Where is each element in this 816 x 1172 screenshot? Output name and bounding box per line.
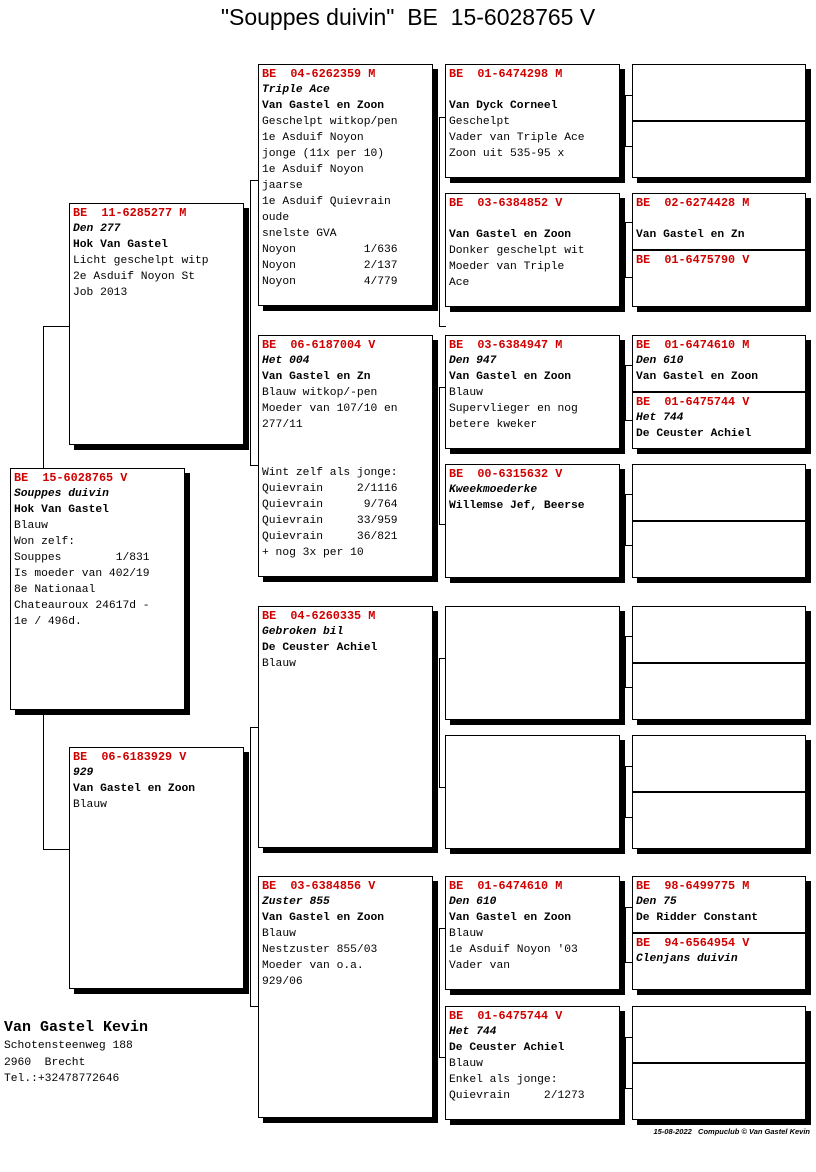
pigeon-name: Het 744 — [636, 412, 684, 424]
ring-number: BE 04-6262359 M — [262, 67, 376, 81]
owner-block — [4, 1018, 148, 1088]
ring-number: BE 04-6260335 M — [262, 609, 376, 623]
info-line: Quievrain 9/764 — [262, 499, 398, 511]
ring-number: BE 06-6187004 V — [262, 338, 376, 352]
pigeon-card-empty — [632, 521, 806, 578]
owner-name: Van Gastel Kevin — [4, 1019, 149, 1036]
pigeon-card-empty — [632, 464, 806, 521]
info-line: Blauw — [73, 799, 107, 811]
pigeon-name: Den 610 — [636, 355, 684, 367]
pigeon-card-fmm — [445, 464, 620, 578]
info-line: Is moeder van 402/19 — [14, 568, 150, 580]
info-line: Geschelpt witkop/pen — [262, 116, 398, 128]
breeder: Van Gastel en Zoon — [636, 371, 759, 383]
breeder: Hok Van Gastel — [73, 239, 168, 251]
pigeon-card-ffmf — [632, 193, 806, 250]
info-line: Blauw — [449, 387, 483, 399]
info-line: Souppes 1/831 — [14, 552, 150, 564]
pigeon-card-mmff — [632, 876, 806, 933]
info-line: Moeder van o.a. — [262, 960, 364, 972]
info-line: Licht geschelpt witp — [73, 255, 209, 267]
info-line: 2e Asduif Noyon St — [73, 271, 196, 283]
pigeon-name: Clenjans duivin — [636, 953, 738, 965]
pigeon-card-mm — [258, 876, 433, 1118]
pigeon-card-mmm — [445, 1006, 620, 1120]
info-line: jaarse — [262, 180, 303, 192]
breeder: Van Gastel en Zoon — [449, 229, 572, 241]
spacer — [262, 449, 429, 465]
info-line: Moeder van Triple — [449, 261, 565, 273]
ring-number: BE 01-6475790 V — [636, 253, 750, 267]
ring-number: BE 01-6475744 V — [636, 395, 750, 409]
info-line: 277/11 — [262, 419, 303, 431]
pigeon-name: Kweekmoederke — [449, 484, 538, 496]
info-line: Quievrain 33/959 — [262, 515, 398, 527]
info-line: Blauw — [449, 928, 483, 940]
pigeon-card-empty — [445, 606, 620, 720]
info-line: Quievrain 2/1116 — [262, 483, 398, 495]
breeder: De Ceuster Achiel — [262, 642, 378, 654]
pigeon-card-empty — [632, 606, 806, 663]
ring-number: BE 01-6475744 V — [449, 1009, 563, 1023]
breeder: Van Gastel en Zoon — [73, 783, 196, 795]
info-line: Moeder van 107/10 en — [262, 403, 398, 415]
breeder: Willemse Jef, Beerse — [449, 500, 585, 512]
pigeon-name: Den 75 — [636, 896, 677, 908]
pigeon-card-mmf — [445, 876, 620, 990]
ring-number: BE 98-6499775 M — [636, 879, 750, 893]
pigeon-card-empty — [632, 735, 806, 792]
info-line: Geschelpt — [449, 116, 511, 128]
info-line: Quievrain 2/1273 — [449, 1090, 585, 1102]
info-line: oude — [262, 212, 290, 224]
breeder: Van Gastel en Zoon — [449, 912, 572, 924]
pigeon-card-mf — [258, 606, 433, 848]
ring-number: BE 11-6285277 M — [73, 206, 187, 220]
info-line: Chateauroux 24617d - — [14, 600, 150, 612]
pigeon-name: Zuster 855 — [262, 896, 330, 908]
pigeon-card-empty — [632, 792, 806, 849]
info-line: 1e Asduif Noyon — [262, 132, 364, 144]
spacer — [262, 433, 429, 449]
spacer — [636, 211, 802, 227]
spacer — [449, 82, 616, 98]
info-line: betere kweker — [449, 419, 538, 431]
info-line: Blauw — [449, 1058, 483, 1070]
info-line: Vader van Triple Ace — [449, 132, 585, 144]
page-title: "Souppes duivin" BE 15-6028765 V — [220, 4, 596, 30]
breeder: De Ceuster Achiel — [636, 428, 752, 440]
pigeon-card-empty — [445, 735, 620, 849]
info-line: snelste GVA — [262, 228, 337, 240]
pigeon-name: Den 277 — [73, 223, 121, 235]
ring-number: BE 15-6028765 V — [14, 471, 128, 485]
breeder: Van Gastel en Zn — [262, 371, 371, 383]
info-line: Blauw — [14, 520, 48, 532]
pigeon-name: Den 947 — [449, 355, 497, 367]
info-line: Job 2013 — [73, 287, 128, 299]
pigeon-card-ffmm — [632, 250, 806, 307]
info-line: jonge (11x per 10) — [262, 148, 385, 160]
pigeon-card-fff — [445, 64, 620, 178]
pigeon-name: Triple Ace — [262, 84, 330, 96]
pigeon-card-fm — [258, 335, 433, 577]
info-line: Ace — [449, 277, 470, 289]
info-line: 929/06 — [262, 976, 303, 988]
pigeon-card-mmfm — [632, 933, 806, 990]
ring-number: BE 00-6315632 V — [449, 467, 563, 481]
ring-number: BE 01-6474610 M — [449, 879, 563, 893]
info-line: Quievrain 36/821 — [262, 531, 398, 543]
breeder: Hok Van Gastel — [14, 504, 109, 516]
spacer — [449, 211, 616, 227]
pigeon-card-fmfm — [632, 392, 806, 449]
info-line: + nog 3x per 10 — [262, 547, 364, 559]
info-line: Enkel als jonge: — [449, 1074, 558, 1086]
info-line: Vader van — [449, 960, 511, 972]
pigeon-card-ff — [258, 64, 433, 306]
info-line: Nestzuster 855/03 — [262, 944, 378, 956]
pigeon-name: Den 610 — [449, 896, 497, 908]
info-line: Noyon 1/636 — [262, 244, 398, 256]
ring-number: BE 03-6384856 V — [262, 879, 376, 893]
breeder: Van Gastel en Zoon — [262, 100, 385, 112]
pigeon-name: Gebroken bil — [262, 626, 344, 638]
ring-number: BE 01-6474610 M — [636, 338, 750, 352]
owner-address: Schotensteenweg 188 — [4, 1040, 133, 1052]
ring-number: BE 94-6564954 V — [636, 936, 750, 950]
pigeon-card-empty — [632, 663, 806, 720]
pigeon-card-sire — [69, 203, 244, 445]
pigeon-card-fmf — [445, 335, 620, 449]
footer-credit: 15-08-2022 Compuclub © Van Gastel Kevin — [653, 1127, 810, 1136]
ring-number: BE 01-6474298 M — [449, 67, 563, 81]
pigeon-name: Het 744 — [449, 1026, 497, 1038]
info-line: Supervlieger en nog — [449, 403, 578, 415]
breeder: Van Dyck Corneel — [449, 100, 558, 112]
pigeon-card-empty — [632, 1063, 806, 1120]
info-line: 1e / 496d. — [14, 616, 82, 628]
ring-number: BE 02-6274428 M — [636, 196, 750, 210]
breeder: De Ridder Constant — [636, 912, 759, 924]
pigeon-card-fmff — [632, 335, 806, 392]
info-line: Noyon 4/779 — [262, 276, 398, 288]
info-line: Blauw — [262, 928, 296, 940]
pigeon-card-empty — [632, 1006, 806, 1063]
pigeon-card-dam — [69, 747, 244, 989]
info-line: 1e Asduif Noyon — [262, 164, 364, 176]
pigeon-card-ffm — [445, 193, 620, 307]
ring-number: BE 03-6384852 V — [449, 196, 563, 210]
owner-city: 2960 Brecht — [4, 1056, 86, 1069]
info-line: Blauw witkop/-pen — [262, 387, 378, 399]
info-line: 1e Asduif Quievrain — [262, 196, 391, 208]
info-line: 8e Nationaal — [14, 584, 96, 596]
breeder: Van Gastel en Zoon — [262, 912, 385, 924]
info-line: Won zelf: — [14, 536, 76, 548]
info-line: Wint zelf als jonge: — [262, 467, 398, 479]
pigeon-name: 929 — [73, 767, 94, 779]
info-line: Noyon 2/137 — [262, 260, 398, 272]
owner-phone: Tel.:+32478772646 — [4, 1073, 120, 1085]
pigeon-name: Het 004 — [262, 355, 310, 367]
pigeon-card-empty — [632, 64, 806, 121]
info-line: 1e Asduif Noyon '03 — [449, 944, 578, 956]
pigeon-name: Souppes duivin — [14, 488, 109, 500]
pigeon-card-subject — [10, 468, 185, 710]
breeder: Van Gastel en Zoon — [449, 371, 572, 383]
ring-number: BE 06-6183929 V — [73, 750, 187, 764]
info-line: Donker geschelpt wit — [449, 245, 585, 257]
breeder: Van Gastel en Zn — [636, 229, 745, 241]
ring-number: BE 03-6384947 M — [449, 338, 563, 352]
info-line: Blauw — [262, 658, 296, 670]
breeder: De Ceuster Achiel — [449, 1042, 565, 1054]
pigeon-card-empty — [632, 121, 806, 178]
info-line: Zoon uit 535-95 x — [449, 148, 565, 160]
